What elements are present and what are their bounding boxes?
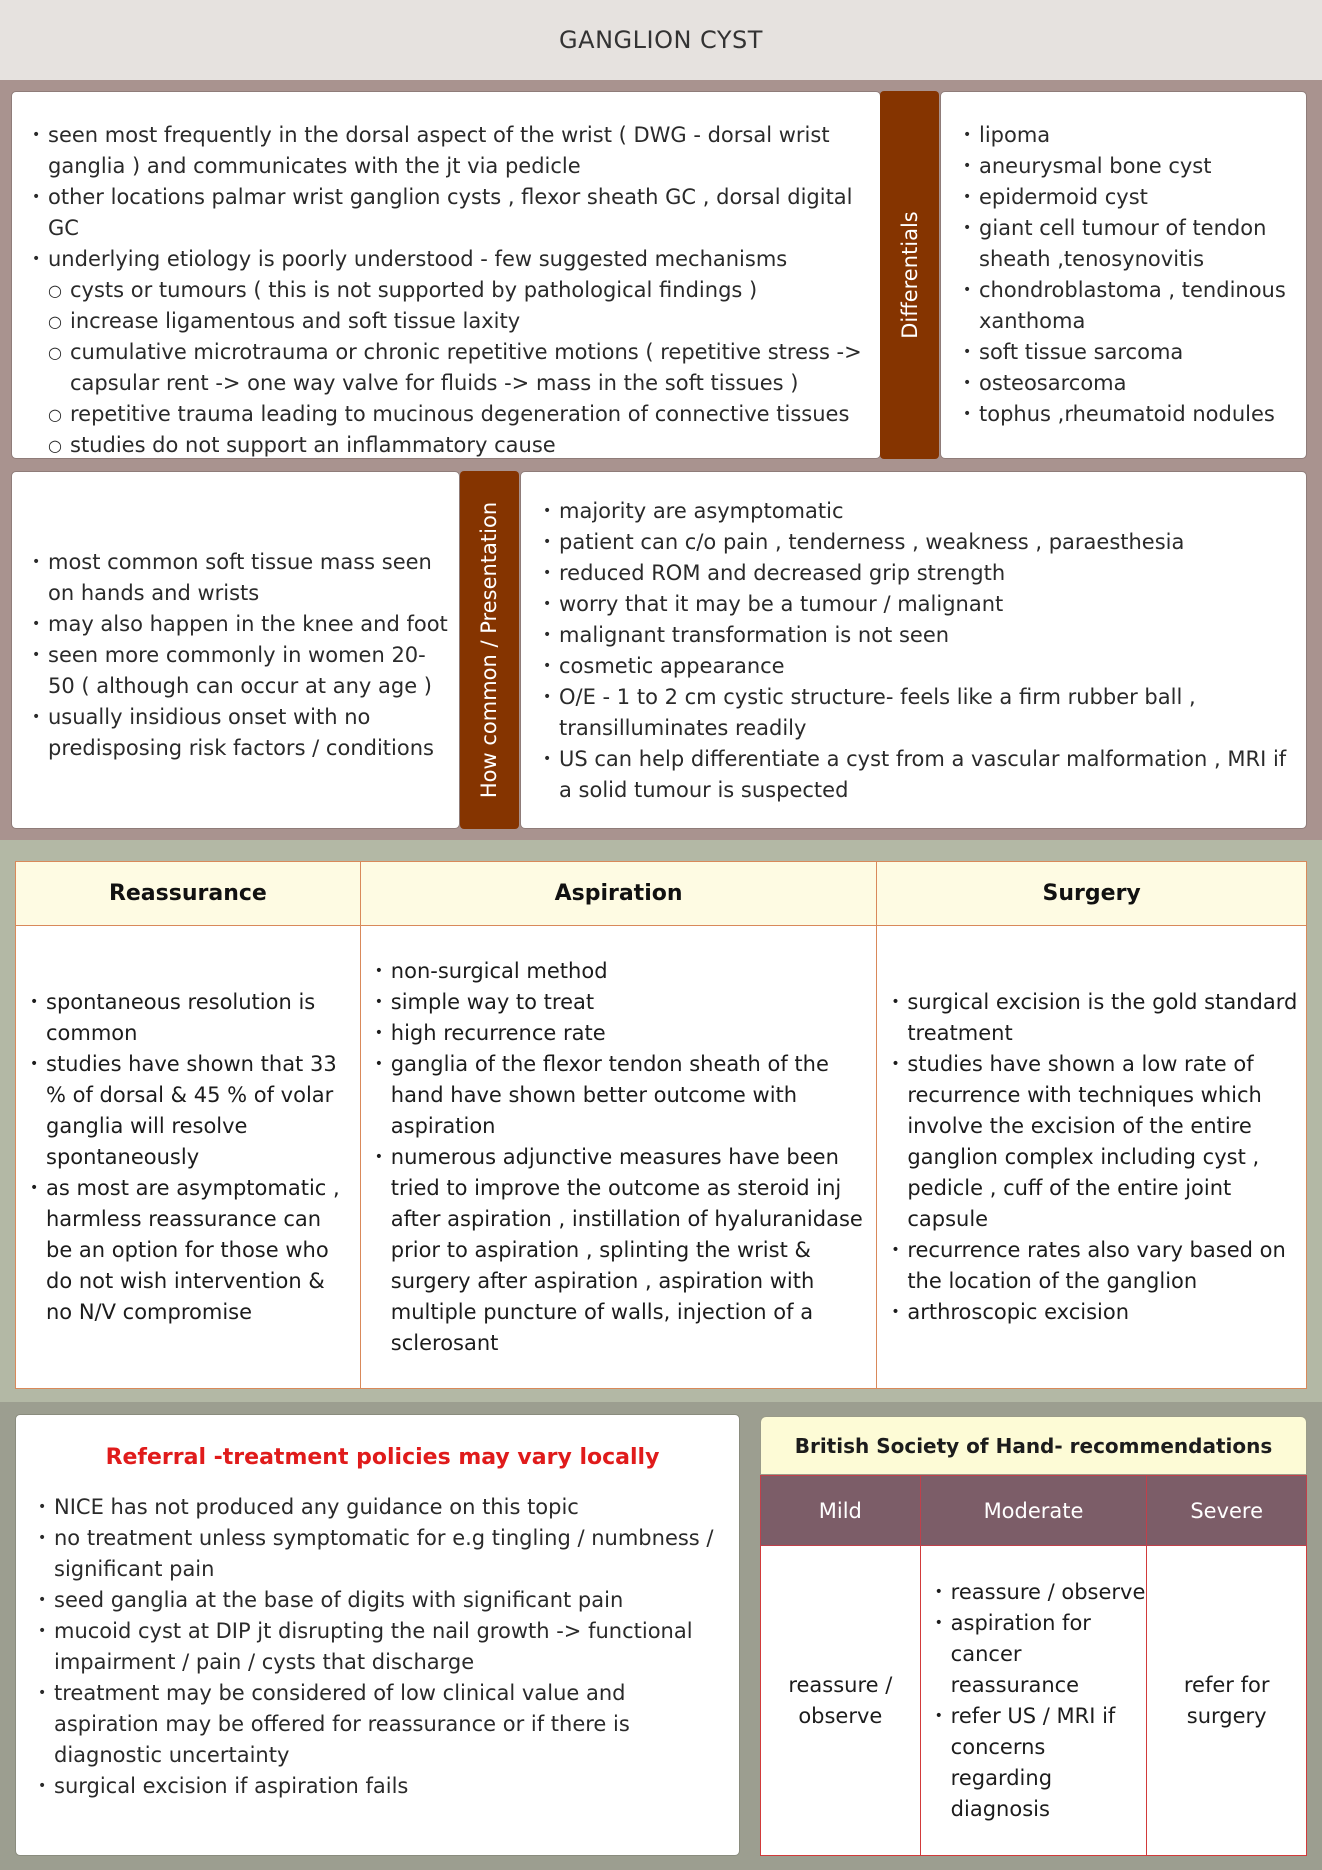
referral-card [15,1414,740,1856]
differentials-tab [880,91,939,459]
bssh-header-severe: Severe [1147,1476,1307,1546]
presentation-item: • majority are asymptomatic [541,496,1296,527]
how-common-card [11,471,460,829]
how-common-item: • seen more commonly in women 20-50 ( although can occur at any age ) [30,640,449,702]
treatment-header-surgery: Surgery [877,862,1307,926]
presentation-item: • cosmetic appearance [541,651,1296,682]
referral-item: • surgical excision if aspiration fails [36,1771,729,1802]
bssh-title: British Society of Hand- recommendations [794,1433,1273,1458]
treatment-cell-reassurance [16,926,361,1389]
bssh-header-moderate: Moderate [920,1476,1147,1546]
referral-item: • seed ganglia at the base of digits with significant pain [36,1585,729,1616]
overview-item: • other locations palmar wrist ganglion cysts , flexor sheath GC , dorsal digital GC [30,182,868,244]
treatment-table [15,861,1307,1389]
treatment-item: • recurrence rates also vary based on the location of the ganglion [889,1235,1298,1297]
treatment-item: • high recurrence rate [373,1018,869,1049]
overview-subitem: ○ increase ligamentous and soft tissue laxity [30,306,868,337]
how-common-item: • may also happen in the knee and foot [30,609,449,640]
treatment-item: • simple way to treat [373,987,869,1018]
differential-item: • tophus ,rheumatoid nodules [961,399,1296,430]
differentials-tab-label: Differentials [897,211,922,339]
overview-item: • seen most frequently in the dorsal aspect of the wrist ( DWG - dorsal wrist ganglia ) and communicates with the jt via pedicle [30,120,868,182]
overview-subitem: ○ cysts or tumours ( this is not supported by pathological findings ) [30,275,868,306]
presentation-tab-label: How common / Presentation [477,501,502,799]
treatment-item: • spontaneous resolution is common [28,987,352,1049]
bssh-cell-moderate [920,1546,1147,1856]
bssh-cell-severe: refer for surgery [1147,1546,1307,1856]
bssh-title-box [760,1416,1307,1475]
referral-item: • NICE has not produced any guidance on this topic [36,1492,729,1523]
treatment-item: • studies have shown that 33 % of dorsal & 45 % of volar ganglia will resolve spontaneously [28,1049,352,1173]
how-common-item: • most common soft tissue mass seen on hands and wrists [30,547,449,609]
referral-list [36,1492,729,1802]
differential-item: • osteosarcoma [961,368,1296,399]
presentation-item: • O/E - 1 to 2 cm cystic structure- feels like a firm rubber ball , transilluminates readily [541,682,1296,744]
differential-item: • chondroblastoma , tendinous xanthoma [961,275,1296,337]
treatment-item: • surgical excision is the gold standard treatment [889,987,1298,1049]
overview-card [11,91,881,459]
bssh-table-wrap [760,1475,1307,1856]
presentation-item: • US can help differentiate a cyst from a vascular malformation , MRI if a solid tumour is suspected [541,744,1296,806]
treatment-header-reassurance: Reassurance [16,862,361,926]
treatment-cell-surgery [877,926,1307,1389]
presentation-item: • worry that it may be a tumour / malignant [541,589,1296,620]
bssh-moderate-item: • aspiration for cancer reassurance [933,1608,1147,1701]
overview-subitem: ○ repetitive trauma leading to mucinous degeneration of connective tissues [30,399,868,430]
overview-subitem: ○ cumulative microtrauma or chronic repetitive motions ( repetitive stress -> capsular rent -> one way valve for fluids -> mass in the soft tissues ) [30,337,868,399]
how-common-list [30,547,449,764]
referral-item: • no treatment unless symptomatic for e.g tingling / numbness / significant pain [36,1523,729,1585]
bssh-table [760,1475,1307,1856]
differential-item: • giant cell tumour of tendon sheath ,tenosynovitis [961,213,1296,275]
presentation-item: • patient can c/o pain , tenderness , weakness , paraesthesia [541,527,1296,558]
treatment-cell-aspiration [360,926,877,1389]
treatment-item: • as most are asymptomatic , harmless reassurance can be an option for those who do not wish intervention & no N/V compromise [28,1173,352,1328]
overview-list [30,120,868,461]
treatment-item: • arthroscopic excision [889,1297,1298,1328]
bssh-cell-mild: reassure / observe [761,1546,921,1856]
differential-item: • soft tissue sarcoma [961,337,1296,368]
differential-item: • lipoma [961,120,1296,151]
bssh-moderate-item: • reassure / observe [933,1577,1147,1608]
treatment-item: • studies have shown a low rate of recurrence with techniques which involve the excision of the entire ganglion complex including cyst , pedicle , cuff of the entire joint capsule [889,1049,1298,1235]
presentation-tab [460,471,519,829]
referral-item: • treatment may be considered of low clinical value and aspiration may be offered for reassurance or if there is diagnostic uncertainty [36,1678,729,1771]
bssh-moderate-item: • refer US / MRI if concerns regarding diagnosis [933,1701,1147,1825]
how-common-item: • usually insidious onset with no predisposing risk factors / conditions [30,702,449,764]
differentials-list [961,120,1296,430]
treatment-item: • numerous adjunctive measures have been tried to improve the outcome as steroid inj after aspiration , instillation of hyaluranidase prior to aspiration , splinting the wrist & surgery after aspiration , aspiration with multiple puncture of walls, injection of a sclerosant [373,1142,869,1359]
treatment-header-aspiration: Aspiration [360,862,877,926]
page-title: GANGLION CYST [0,0,1322,80]
treatment-table-wrap [15,861,1307,1389]
referral-title: Referral -treatment policies may vary locally [105,1445,660,1470]
presentation-list [541,496,1296,806]
referral-item: • mucoid cyst at DIP jt disrupting the nail growth -> functional impairment / pain / cysts that discharge [36,1616,729,1678]
treatment-item: • non-surgical method [373,956,869,987]
differential-item: • epidermoid cyst [961,182,1296,213]
overview-item: • underlying etiology is poorly understood - few suggested mechanisms [30,244,868,275]
differentials-card [940,91,1307,459]
presentation-card [520,471,1307,829]
treatment-item: • ganglia of the flexor tendon sheath of the hand have shown better outcome with aspiration [373,1049,869,1142]
presentation-item: • malignant transformation is not seen [541,620,1296,651]
differential-item: • aneurysmal bone cyst [961,151,1296,182]
bssh-header-mild: Mild [761,1476,921,1546]
overview-subitem: ○ studies do not support an inflammatory cause [30,430,868,461]
presentation-item: • reduced ROM and decreased grip strength [541,558,1296,589]
